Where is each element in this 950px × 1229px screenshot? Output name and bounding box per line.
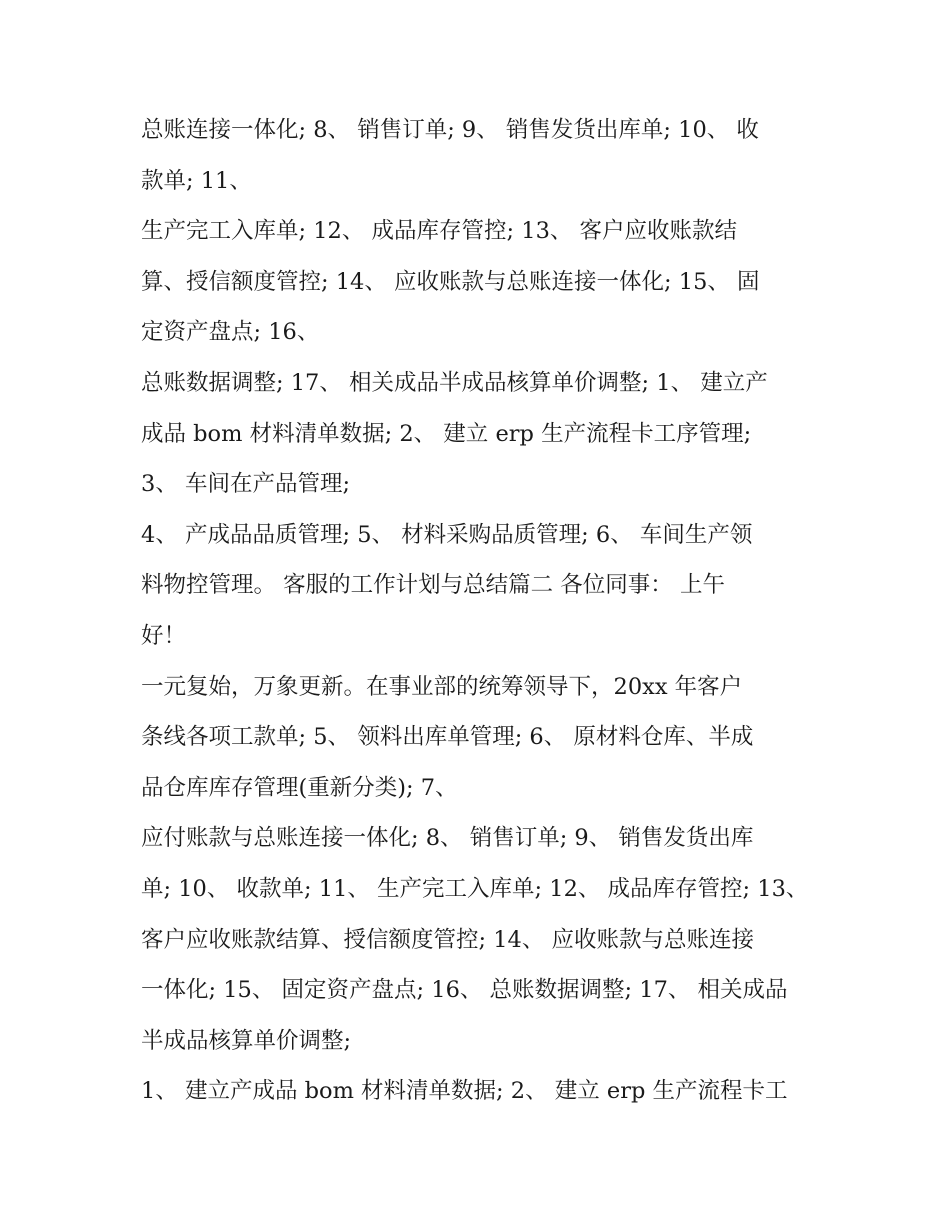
text-line: 总账数据调整; 17、 相关成品半成品核算单价调整; 1、 建立产 [141,369,768,396]
text-line: 定资产盘点; 16、 [141,319,320,346]
text-line: 品仓库库存管理(重新分类); 7、 [141,774,458,801]
text-line: 一元复始，万象更新。在事业部的统筹领导下，20xx 年客户 [141,673,743,700]
text-line: 款单; 11、 [141,167,252,194]
text-line: 生产完工入库单; 12、 成品库存管控; 13、 客户应收账款结 [141,218,738,245]
text-line: 算、授信额度管控; 14、 应收账款与总账连接一体化; 15、 固 [141,268,760,295]
text-line: 一体化; 15、 固定资产盘点; 16、 总账数据调整; 17、 相关成品 [141,977,788,1004]
text-line: 料物控管理。 客服的工作计划与总结篇二 各位同事： 上午 [141,572,725,599]
text-line: 条线各项工款单; 5、 领料出库单管理; 6、 原材料仓库、半成 [141,724,754,751]
body-text [141,105,821,1117]
text-line: 单; 10、 收款单; 11、 生产完工入库单; 12、 成品库存管控; 13、 [141,875,809,902]
text-line: 应付账款与总账连接一体化; 8、 销售订单; 9、 销售发货出库 [141,825,754,852]
text-line: 1、 建立产成品 bom 材料清单数据; 2、 建立 erp 生产流程卡工 [141,1078,788,1105]
text-line: 3、 车间在产品管理; [141,471,351,498]
text-line: 半成品核算单价调整; [141,1027,352,1054]
text-line: 4、 产成品品质管理; 5、 材料采购品质管理; 6、 车间生产领 [141,521,753,548]
text-line: 成品 bom 材料清单数据; 2、 建立 erp 生产流程卡工序管理; [141,420,752,447]
text-line: 好！ [141,622,187,649]
text-line: 客户应收账款结算、授信额度管控; 14、 应收账款与总账连接 [141,926,755,953]
text-line: 总账连接一体化; 8、 销售订单; 9、 销售发货出库单; 10、 收 [141,117,759,143]
